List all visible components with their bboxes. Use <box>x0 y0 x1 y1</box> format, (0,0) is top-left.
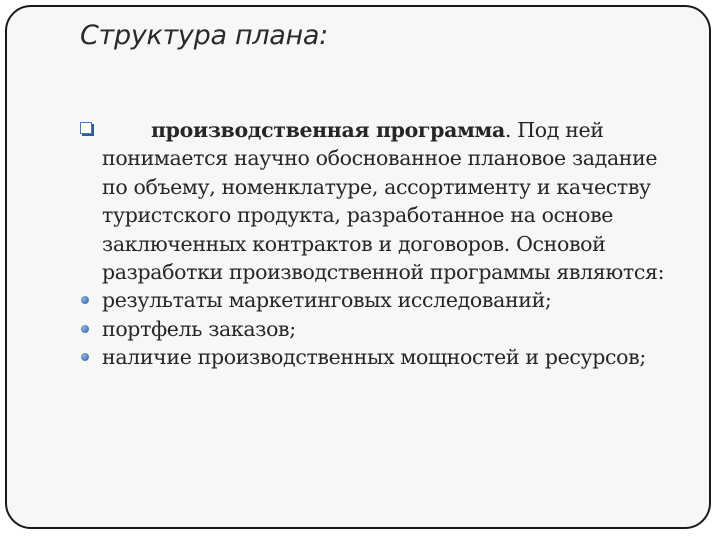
intro-text: понимается научно обоснованное плановое задание по объему, номенклатуре, ассортименту и качеству туристского продукта, разработанное на основе заключенных контрактов и договоров. Основой разработки производственной программы являются: <box>102 146 665 285</box>
bullet-dot-icon <box>81 325 89 333</box>
slide-content <box>80 116 680 372</box>
bullet-text: портфель заказов; <box>102 316 296 341</box>
bullet-text: результаты маркетинговых исследований; <box>102 288 552 313</box>
bullet-text: наличие производственных мощностей и ресурсов; <box>102 345 646 370</box>
list-item-intro <box>80 116 680 286</box>
intro-bold-term: производственная программа <box>151 118 505 142</box>
intro-first-line <box>102 116 680 144</box>
bullet-dot-icon <box>81 296 89 304</box>
slide-title: Структура плана: <box>80 20 328 51</box>
list-item <box>80 343 680 371</box>
bullet-dot-icon <box>81 353 89 361</box>
checkbox-icon <box>80 122 92 134</box>
list-item <box>80 286 680 314</box>
list-item <box>80 315 680 343</box>
intro-line1-rest: . Под ней <box>504 118 604 142</box>
